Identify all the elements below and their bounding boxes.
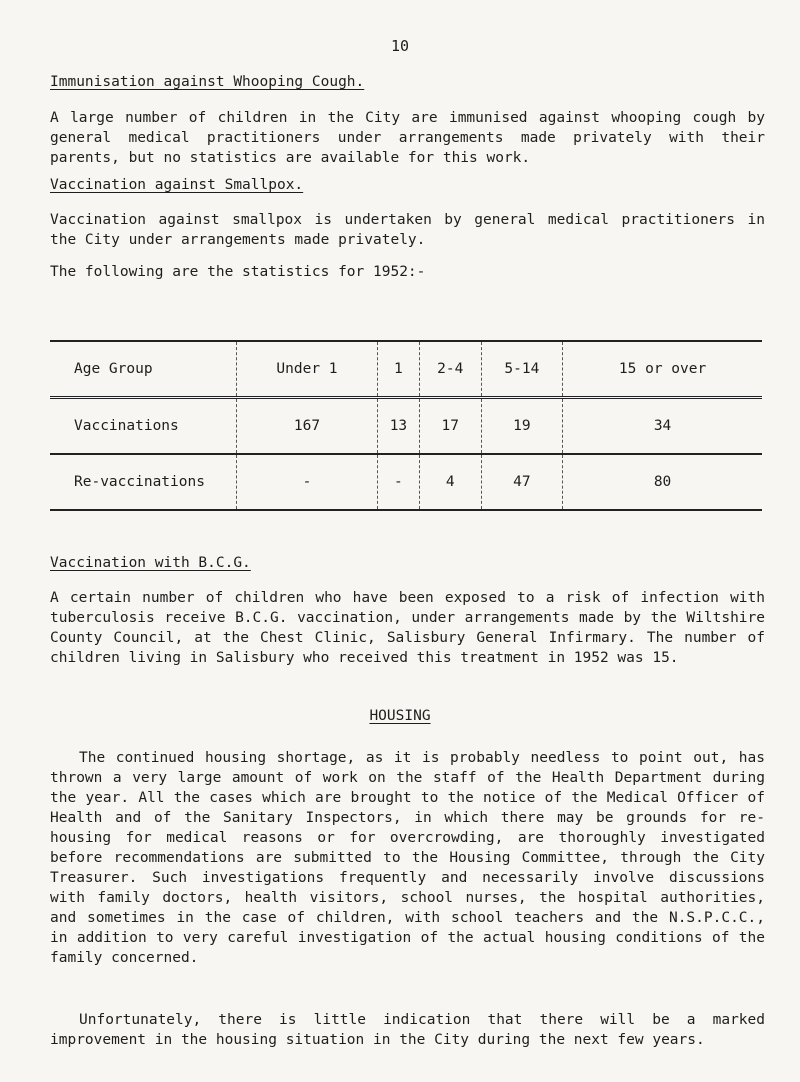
table-header-row	[50, 341, 762, 398]
table-row	[50, 454, 762, 510]
page-number: 10	[390, 37, 410, 55]
header-cell: 2-4	[419, 341, 481, 398]
bcg-heading: Vaccination with B.C.G.	[50, 555, 251, 571]
whooping-cough-paragraph: A large number of children in the City are immunised against whooping cough by general medical practitioners under arrangements made privately with their parents, but no statistics are available for this work.	[50, 110, 765, 166]
row-label: Vaccinations	[74, 418, 179, 434]
table-cell: -	[377, 454, 419, 510]
smallpox-heading: Vaccination against Smallpox.	[50, 177, 304, 193]
whooping-cough-heading: Immunisation against Whooping Cough.	[50, 74, 365, 90]
table-cell: -	[237, 454, 378, 510]
table-cell: 17	[419, 398, 481, 455]
housing-paragraph-2: Unfortunately, there is little indication that there will be a marked improvement in the housing situation in the City during the next few years.	[50, 1012, 765, 1048]
header-cell: Age Group	[74, 361, 153, 377]
housing-paragraph-1: The continued housing shortage, as it is probably needless to point out, has thrown a very large amount of work on the staff of the Health Department during the year. All the cases which are brought to the notice of the Medical Officer of Health and of the Sanitary Inspectors, in which there may be grounds for re-housing for medical reasons or for overcrowding, are thoroughly investigated before recommendations are submitted to the Housing Committee, through the City Treasurer. Such investigations frequently and necessarily involve discussions with family doctors, health visitors, school nurses, the hospital authorities, and sometimes in the case of children, with school teachers and the N.S.P.C.C., in addition to very careful investigation of the actual housing conditions of the family concerned.	[50, 750, 765, 966]
header-cell: 1	[377, 341, 419, 398]
header-cell: 5-14	[481, 341, 563, 398]
smallpox-paragraph: Vaccination against smallpox is undertaken by general medical practitioners in the City under arrangements made privately.	[50, 212, 765, 248]
table-cell: 4	[419, 454, 481, 510]
table-cell: 167	[237, 398, 378, 455]
statistics-intro: The following are the statistics for 1952:-	[50, 264, 426, 280]
header-cell: 15 or over	[563, 341, 762, 398]
table-cell: 19	[481, 398, 563, 455]
table-cell: 13	[377, 398, 419, 455]
housing-heading: HOUSING	[369, 708, 431, 724]
header-cell: Under 1	[237, 341, 378, 398]
table-cell: 80	[563, 454, 762, 510]
table-cell: 47	[481, 454, 563, 510]
table-row	[50, 398, 762, 455]
table-cell: 34	[563, 398, 762, 455]
row-label: Re-vaccinations	[74, 474, 205, 490]
vaccination-statistics-table	[50, 340, 762, 511]
bcg-paragraph: A certain number of children who have been exposed to a risk of infection with tuberculosis receive B.C.G. vaccination, under arrangements made by the Wiltshire County Council, at the Chest Clinic, Salisbury General Infirmary. The number of children living in Salisbury who received this treatment in 1952 was 15.	[50, 590, 765, 666]
